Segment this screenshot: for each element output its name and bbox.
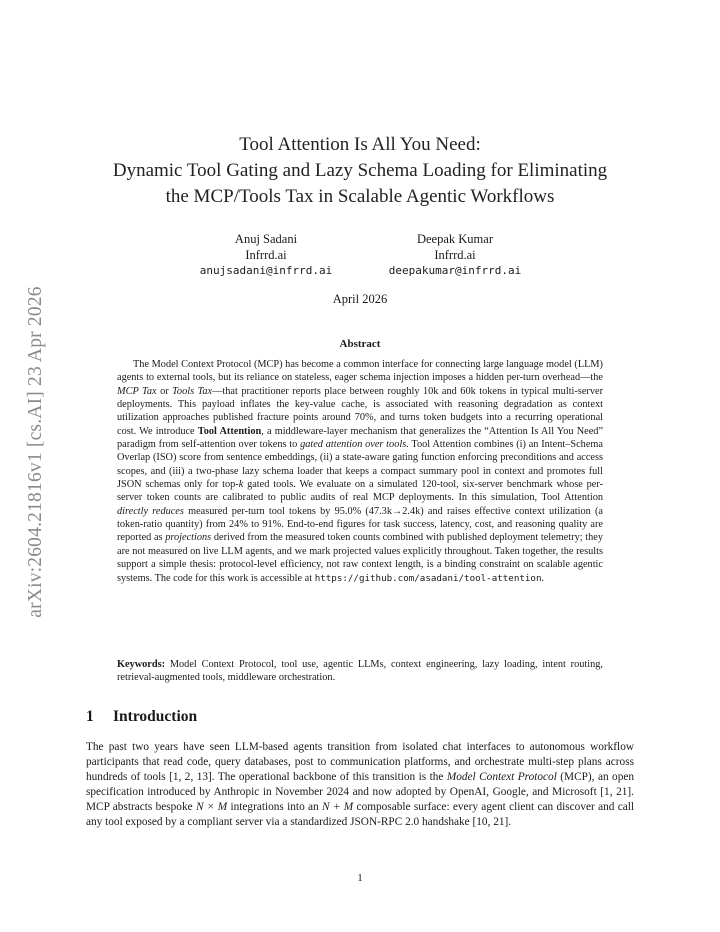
- keywords-label: Keywords:: [117, 659, 166, 670]
- section-title: Introduction: [113, 708, 198, 725]
- title-line-1: Tool Attention Is All You Need:: [239, 134, 481, 155]
- abstract-body: The Model Context Protocol (MCP) has become a common interface for connecting large language model (LLM) agents to external tools, but its reliance on stateless, eager schema injection imposes a hidden per-turn overhead—the MCP Tax or Tools Tax—that practitioner reports place between roughly 10k and 60k tokens in typical multi-server deployments. This payload inflates the key-value cache, is associated with reasoning degradation as context utilization approaches published fracture points around 70%, and turns token budgets into a recurring operational cost. We introduce Tool Attention, a middleware-layer mechanism that generalizes the “Attention Is All You Need” paradigm from self-attention over tokens to gated attention over tools. Tool Attention combines (i) an Intent–Schema Overlap (ISO) score from sentence embeddings, (ii) a state-aware gating function enforcing preconditions and access scopes, and (iii) a two-phase lazy schema loader that keeps a compact summary pool in context and promotes full JSON schemas only for top-k gated tools. We evaluate on a simulated 120-tool, six-server benchmark whose per-server token counts are calibrated to public audits of real MCP deployments. In this simulation, Tool Attention directly reduces measured per-turn tool tokens by 95.0% (47.3k→2.4k) and raises effective context utilization (a token-ratio quantity) from 24% to 91%. End-to-end figures for task success, latency, cost, and reasoning quality are reported as projections derived from the measured token counts combined with published deployment telemetry; they are not measured on live LLM agents, and we mark projected values explicitly throughout. Taken together, the results support a simple thesis: protocol-level efficiency, not raw context length, is a binding constraint on scalable agentic systems. The code for this work is accessible at https://github.com/asadani/tool-attention.: [117, 359, 604, 584]
- keywords-list: Model Context Protocol, tool use, agentic LLMs, context engineering, lazy loading, intent routing, retrieval-augmented tools, middleware orchestration.: [117, 659, 603, 684]
- author-name: Deepak Kumar: [416, 232, 493, 246]
- author-email[interactable]: anujsadani@infrrd.ai: [199, 264, 333, 277]
- code-repository-link[interactable]: https://github.com/asadani/tool-attention: [314, 572, 542, 584]
- publication-date: April 2026: [332, 292, 388, 306]
- author-block-1: [186, 231, 346, 279]
- section-number: 1: [86, 708, 94, 725]
- author-affiliation: Infrrd.ai: [434, 248, 476, 262]
- introduction-paragraph: The past two years have seen LLM-based agents transition from isolated chat interfaces to autonomous workflow participants that read code, query databases, post to communication platforms, and orchestrate multi-step plans across hundreds of tools [1, 2, 13]. The operational backbone of this transition is the Model Context Protocol (MCP), an open specification introduced by Anthropic in November 2024 and now adopted by OpenAI, Google, and Microsoft [1, 21]. MCP abstracts bespoke N × M integrations into an N + M composable surface: every agent client can discover and call any tool exposed by a compliant server via a standardized JSON-RPC 2.0 handshake [10, 21].: [86, 741, 635, 829]
- keywords: [117, 658, 603, 685]
- page-number: 1: [357, 872, 363, 884]
- arxiv-sidebar-stamp: [18, 262, 54, 642]
- author-affiliation: Infrrd.ai: [245, 248, 287, 262]
- author-name: Anuj Sadani: [234, 232, 298, 246]
- section-heading-introduction: [86, 708, 197, 726]
- title-line-2: Dynamic Tool Gating and Lazy Schema Loading for Eliminating: [112, 160, 608, 181]
- author-email[interactable]: deepakumar@infrrd.ai: [388, 264, 522, 277]
- author-block-2: [375, 231, 535, 279]
- method-name: Tool Attention: [197, 425, 262, 437]
- arxiv-identifier: arXiv:2604.21816v1 [cs.AI] 23 Apr 2026: [25, 286, 46, 618]
- paper-title: [80, 132, 640, 210]
- title-line-3: the MCP/Tools Tax in Scalable Agentic Workflows: [165, 186, 555, 207]
- abstract-heading: Abstract: [339, 338, 381, 350]
